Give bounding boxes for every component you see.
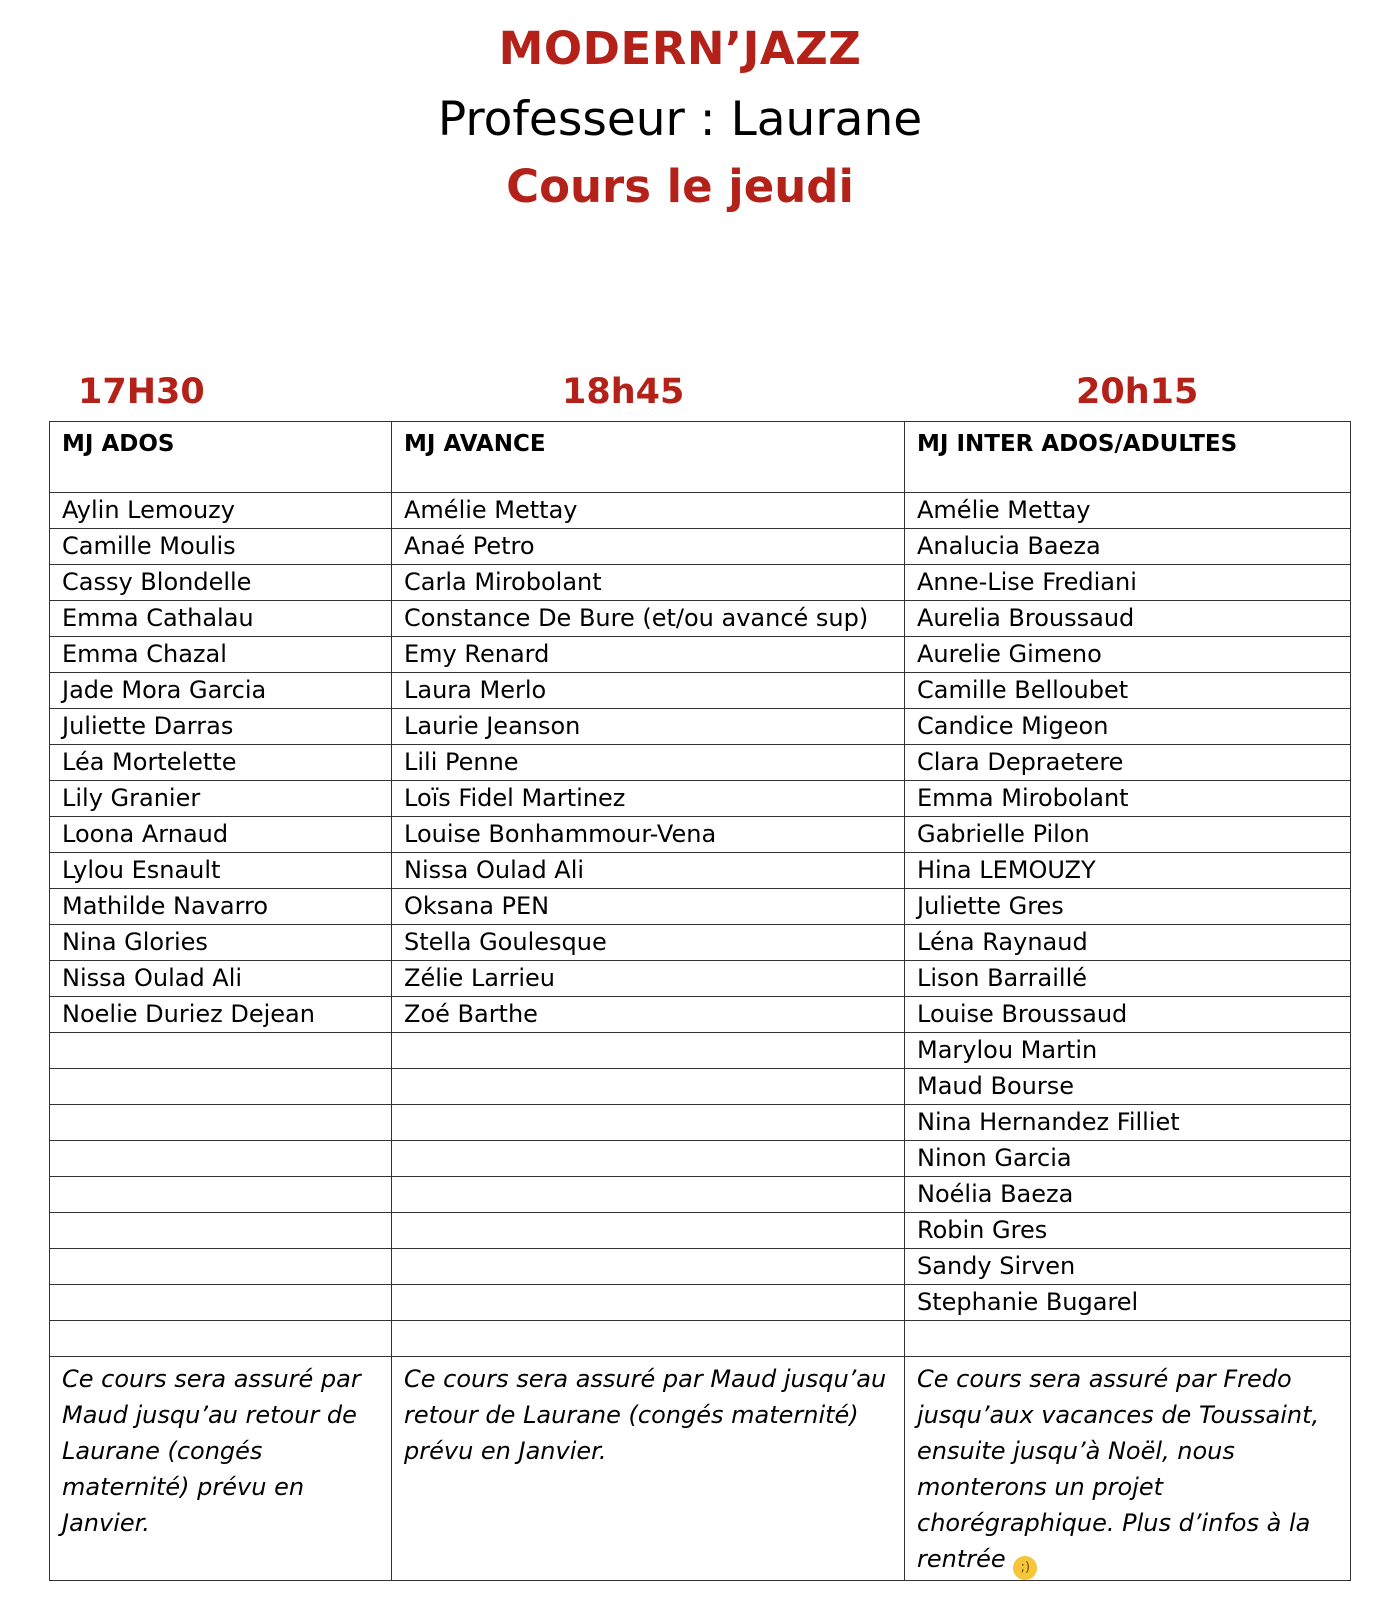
student-name-cell — [392, 1321, 905, 1357]
student-name-cell — [50, 1177, 392, 1213]
student-name-cell: Nina Glories — [50, 925, 392, 961]
student-name-cell: Gabrielle Pilon — [905, 817, 1351, 853]
student-name-cell: Lily Granier — [50, 781, 392, 817]
student-name-cell: Nissa Oulad Ali — [50, 961, 392, 997]
table-row — [50, 1321, 1351, 1357]
class-roster-table — [49, 421, 1351, 1581]
student-name-cell: Léna Raynaud — [905, 925, 1351, 961]
table-row — [50, 925, 1351, 961]
student-name-cell: Stephanie Bugarel — [905, 1285, 1351, 1321]
table-row — [50, 637, 1351, 673]
student-name-cell: Lylou Esnault — [50, 853, 392, 889]
student-name-cell: Camille Belloubet — [905, 673, 1351, 709]
student-name-cell — [392, 1033, 905, 1069]
course-note-text: Ce cours sera assuré par Maud jusqu’au retour de Laurane (congés maternité) prévu en Janvier. — [404, 1365, 887, 1465]
student-name-cell — [50, 1213, 392, 1249]
student-name-cell: Carla Mirobolant — [392, 565, 905, 601]
student-name-cell: Loïs Fidel Martinez — [392, 781, 905, 817]
student-name-cell: Aylin Lemouzy — [50, 493, 392, 529]
winking-face-icon: ;) — [1013, 1556, 1037, 1580]
student-name-cell: Aurelia Broussaud — [905, 601, 1351, 637]
time-slot-1: 17H30 — [78, 372, 205, 412]
student-name-cell: Léa Mortelette — [50, 745, 392, 781]
student-name-cell: Juliette Darras — [50, 709, 392, 745]
table-row — [50, 1141, 1351, 1177]
page-title: MODERN’JAZZ — [498, 22, 862, 75]
table-row — [50, 817, 1351, 853]
student-name-cell: Cassy Blondelle — [50, 565, 392, 601]
table-row — [50, 1069, 1351, 1105]
teacher-line: Professeur : Laurane — [437, 92, 923, 147]
student-name-cell: Ninon Garcia — [905, 1141, 1351, 1177]
student-name-cell: Sandy Sirven — [905, 1249, 1351, 1285]
table-row — [50, 781, 1351, 817]
student-name-cell — [392, 1069, 905, 1105]
table-row — [50, 565, 1351, 601]
student-name-cell: Jade Mora Garcia — [50, 673, 392, 709]
column-header: MJ AVANCE — [392, 422, 905, 493]
student-name-cell — [50, 1249, 392, 1285]
time-slot-3: 20h15 — [1076, 372, 1199, 412]
student-name-cell: Louise Bonhammour-Vena — [392, 817, 905, 853]
student-name-cell: Candice Migeon — [905, 709, 1351, 745]
table-row — [50, 1249, 1351, 1285]
student-name-cell — [50, 1069, 392, 1105]
day-line: Cours le jeudi — [506, 160, 854, 213]
course-note-text: Ce cours sera assuré par Maud jusqu’au retour de Laurane (congés maternité) prévu en Janvier. — [62, 1365, 361, 1537]
table-row — [50, 745, 1351, 781]
table-row — [50, 493, 1351, 529]
time-slot-2: 18h45 — [562, 372, 685, 412]
student-name-cell: Noélia Baeza — [905, 1177, 1351, 1213]
student-name-cell: Robin Gres — [905, 1213, 1351, 1249]
student-name-cell — [50, 1033, 392, 1069]
student-name-cell: Laura Merlo — [392, 673, 905, 709]
student-name-cell: Aurelie Gimeno — [905, 637, 1351, 673]
student-name-cell: Emma Chazal — [50, 637, 392, 673]
table-row — [50, 889, 1351, 925]
table-row — [50, 1177, 1351, 1213]
table-row — [50, 1105, 1351, 1141]
student-name-cell: Juliette Gres — [905, 889, 1351, 925]
student-name-cell — [392, 1141, 905, 1177]
student-name-cell: Stella Goulesque — [392, 925, 905, 961]
student-name-cell — [392, 1105, 905, 1141]
student-name-cell — [50, 1321, 392, 1357]
student-name-cell: Oksana PEN — [392, 889, 905, 925]
student-name-cell: Amélie Mettay — [392, 493, 905, 529]
student-name-cell: Lili Penne — [392, 745, 905, 781]
column-header: MJ ADOS — [50, 422, 392, 493]
table-row — [50, 673, 1351, 709]
table-row — [50, 1285, 1351, 1321]
course-note-cell — [905, 1357, 1351, 1581]
student-name-cell — [905, 1321, 1351, 1357]
student-name-cell: Louise Broussaud — [905, 997, 1351, 1033]
student-name-cell: Analucia Baeza — [905, 529, 1351, 565]
table-row — [50, 529, 1351, 565]
student-name-cell: Marylou Martin — [905, 1033, 1351, 1069]
student-name-cell: Emma Cathalau — [50, 601, 392, 637]
student-name-cell: Hina LEMOUZY — [905, 853, 1351, 889]
student-name-cell: Loona Arnaud — [50, 817, 392, 853]
student-name-cell — [50, 1105, 392, 1141]
student-name-cell: Maud Bourse — [905, 1069, 1351, 1105]
course-note-cell — [392, 1357, 905, 1581]
student-name-cell: Camille Moulis — [50, 529, 392, 565]
student-name-cell: Clara Depraetere — [905, 745, 1351, 781]
table-row — [50, 1033, 1351, 1069]
student-name-cell — [392, 1285, 905, 1321]
student-name-cell: Nissa Oulad Ali — [392, 853, 905, 889]
table-header-row — [50, 422, 1351, 493]
student-name-cell: Amélie Mettay — [905, 493, 1351, 529]
notes-row — [50, 1357, 1351, 1581]
table-row — [50, 961, 1351, 997]
student-name-cell: Constance De Bure (et/ou avancé sup) — [392, 601, 905, 637]
student-name-cell: Lison Barraillé — [905, 961, 1351, 997]
student-name-cell: Anaé Petro — [392, 529, 905, 565]
table-row — [50, 997, 1351, 1033]
student-name-cell: Nina Hernandez Filliet — [905, 1105, 1351, 1141]
table-row — [50, 601, 1351, 637]
student-name-cell: Emma Mirobolant — [905, 781, 1351, 817]
student-name-cell — [392, 1213, 905, 1249]
student-name-cell: Zélie Larrieu — [392, 961, 905, 997]
course-note-text: Ce cours sera assuré par Fredo jusqu’aux vacances de Toussaint, ensuite jusqu’à Noël, nous monterons un projet chorégraphique. Plus d’infos à la rentrée — [917, 1365, 1320, 1573]
student-name-cell — [50, 1141, 392, 1177]
table-row — [50, 853, 1351, 889]
column-header: MJ INTER ADOS/ADULTES — [905, 422, 1351, 493]
student-name-cell: Laurie Jeanson — [392, 709, 905, 745]
student-name-cell: Anne-Lise Frediani — [905, 565, 1351, 601]
student-name-cell — [392, 1249, 905, 1285]
table-row — [50, 1213, 1351, 1249]
student-name-cell — [50, 1285, 392, 1321]
student-name-cell: Mathilde Navarro — [50, 889, 392, 925]
student-name-cell: Emy Renard — [392, 637, 905, 673]
course-note-cell — [50, 1357, 392, 1581]
student-name-cell: Zoé Barthe — [392, 997, 905, 1033]
student-name-cell: Noelie Duriez Dejean — [50, 997, 392, 1033]
student-name-cell — [392, 1177, 905, 1213]
table-row — [50, 709, 1351, 745]
